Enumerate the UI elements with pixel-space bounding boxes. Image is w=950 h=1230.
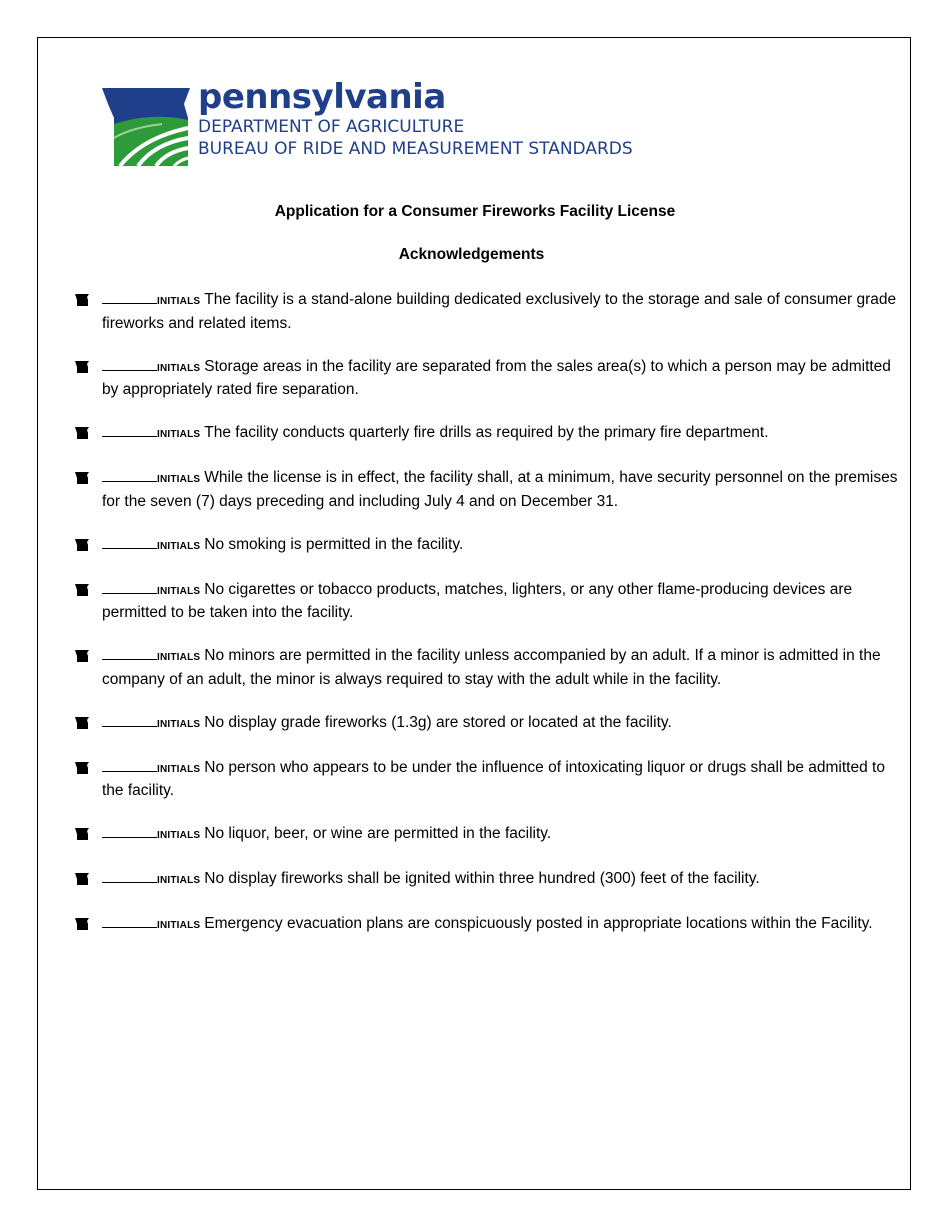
initials-field[interactable] <box>102 757 157 772</box>
brand-name: pennsylvania <box>198 77 446 117</box>
initials-field[interactable] <box>102 823 157 838</box>
pa-agriculture-logo <box>102 78 642 166</box>
keystone-bullet-icon <box>75 826 89 840</box>
list-item <box>75 289 900 334</box>
keystone-bullet-icon <box>75 582 89 596</box>
acknowledgement-list <box>75 289 900 937</box>
list-item <box>75 534 900 558</box>
list-item <box>75 868 900 892</box>
keystone-bullet-icon <box>75 292 89 306</box>
initials-label: INITIALS <box>157 875 201 886</box>
initials-label: INITIALS <box>157 652 201 663</box>
initials-label: INITIALS <box>157 585 201 597</box>
initials-label: INITIALS <box>157 296 201 307</box>
acknowledgement-text: No display grade fireworks (1.3g) are stored or located at the facility. <box>204 713 672 731</box>
list-item <box>75 757 900 802</box>
page-title: Application for a Consumer Fireworks Facility License <box>274 203 676 220</box>
initials-field[interactable] <box>102 868 157 883</box>
acknowledgement-text: No liquor, beer, or wine are permitted in the facility. <box>204 825 552 842</box>
keystone-bullet-icon <box>75 916 89 930</box>
acknowledgement-text: The facility conducts quarterly fire drills as required by the primary fire department. <box>204 424 769 441</box>
initials-field[interactable] <box>102 467 157 482</box>
acknowledgement-text: No smoking is permitted in the facility. <box>204 535 464 553</box>
keystone-bullet-icon <box>75 760 89 774</box>
bureau-name: BUREAU OF RIDE AND MEASUREMENT STANDARDS <box>198 139 633 159</box>
keystone-bullet-icon <box>75 648 89 662</box>
acknowledgement-text: No minors are permitted in the facility unless accompanied by an adult. If a minor is admitted in the company of an adult, the minor is always required to stay with the adult while in the facility. <box>102 647 881 688</box>
initials-label: INITIALS <box>157 920 201 931</box>
initials-label: INITIALS <box>157 763 201 775</box>
list-item <box>75 579 900 624</box>
acknowledgement-text: While the license is in effect, the facility shall, at a minimum, have security personnel on the premises for the seven (7) days preceding and including July 4 and on December 31. <box>102 469 898 510</box>
keystone-bullet-icon <box>75 537 89 551</box>
acknowledgement-text: The facility is a stand-alone building dedicated exclusively to the storage and sale of consumer grade fireworks and related items. <box>102 291 897 332</box>
initials-field[interactable] <box>102 712 157 727</box>
acknowledgement-text: No display fireworks shall be ignited within three hundred (300) feet of the facility. <box>204 870 760 887</box>
initials-label: INITIALS <box>157 830 201 841</box>
list-item <box>75 467 900 512</box>
list-item <box>75 823 900 847</box>
initials-field[interactable] <box>102 645 157 660</box>
list-item <box>75 712 900 736</box>
initials-field[interactable] <box>102 289 157 304</box>
initials-label: INITIALS <box>157 474 201 485</box>
initials-field[interactable] <box>102 579 157 594</box>
keystone-bullet-icon <box>75 871 89 885</box>
section-heading: Acknowledgements <box>398 246 545 263</box>
keystone-bullet-icon <box>75 425 89 439</box>
acknowledgement-text: No cigarettes or tobacco products, matches, lighters, or any other flame-producing devices are permitted to be taken into the facility. <box>102 580 853 621</box>
keystone-bullet-icon <box>75 359 89 373</box>
list-item <box>75 356 900 401</box>
initials-label: INITIALS <box>157 429 201 440</box>
initials-field[interactable] <box>102 534 157 549</box>
initials-label: INITIALS <box>157 540 201 552</box>
initials-label: INITIALS <box>157 362 201 374</box>
keystone-bullet-icon <box>75 715 89 729</box>
acknowledgement-text: Storage areas in the facility are separated from the sales area(s) to which a person may be admitted by appropriately rated fire separation. <box>102 357 891 398</box>
list-item <box>75 645 900 690</box>
acknowledgement-text: Emergency evacuation plans are conspicuously posted in appropriate locations within the Facility. <box>204 915 873 932</box>
initials-field[interactable] <box>102 422 157 437</box>
list-item <box>75 913 900 937</box>
initials-field[interactable] <box>102 356 157 371</box>
acknowledgement-text: No person who appears to be under the influence of intoxicating liquor or drugs shall be admitted to the facility. <box>102 758 885 799</box>
initials-label: INITIALS <box>157 718 201 730</box>
keystone-field-icon <box>102 78 194 166</box>
list-item <box>75 422 900 446</box>
keystone-bullet-icon <box>75 470 89 484</box>
initials-field[interactable] <box>102 913 157 928</box>
department-name: DEPARTMENT OF AGRICULTURE <box>198 117 465 137</box>
